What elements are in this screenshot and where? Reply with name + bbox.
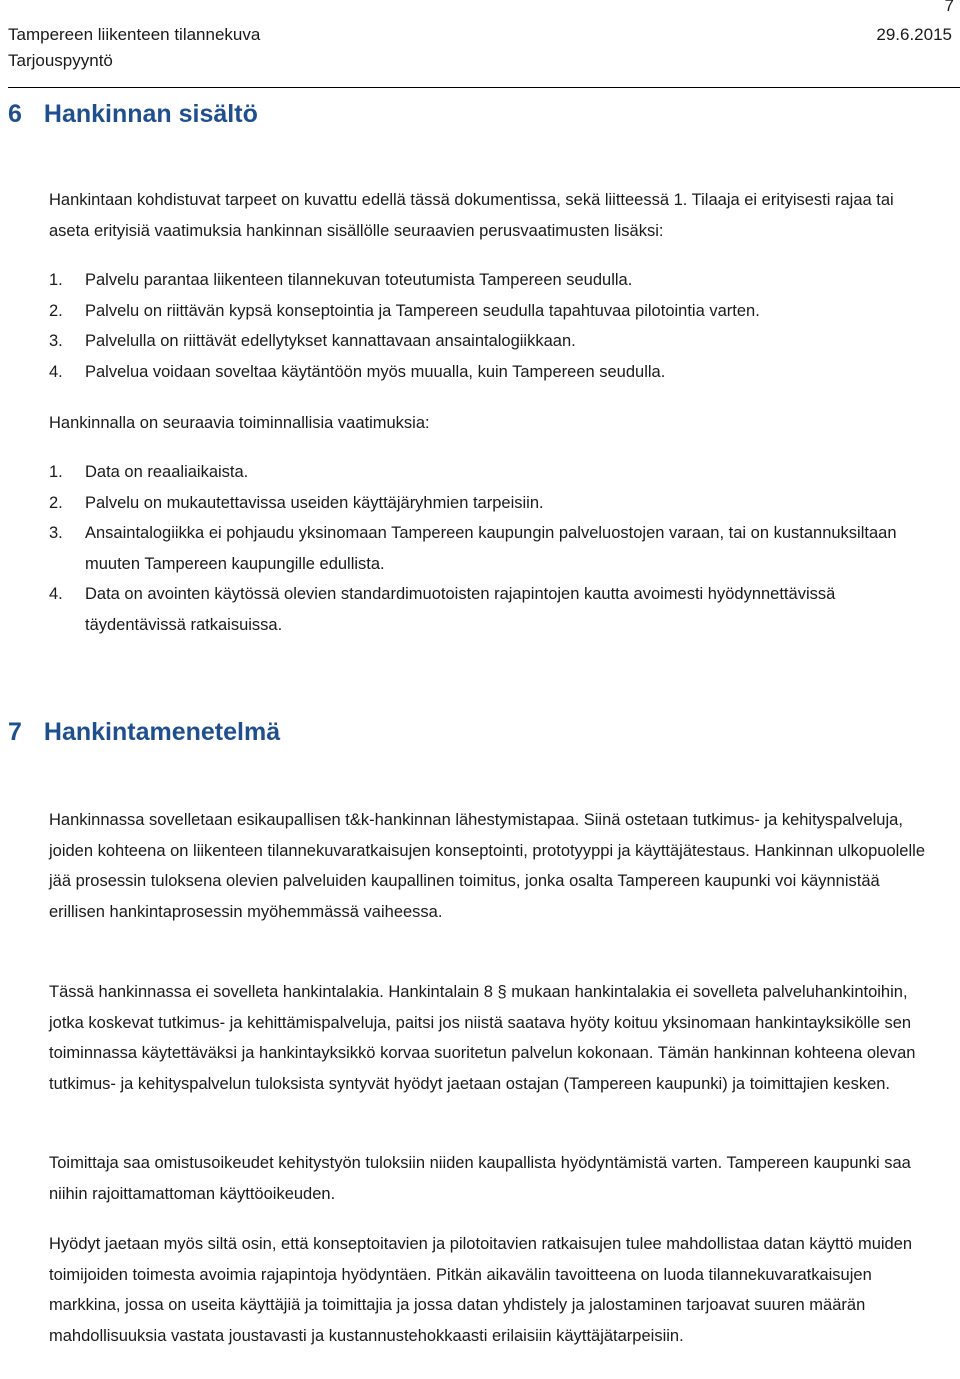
body-paragraph: Hankinnassa sovelletaan esikaupallisen t&k-hankinnan lähestymistapaa. Siinä ostetaan tutkimus- ja kehityspalveluja, joiden kohteena on liikenteen tilannekuvaratkaisujen konseptointi, prototyyppi ja käyttäjätestaus. Hankinnan ulkopuolelle jää prosessin tuloksena olevien palveluiden kaupallinen toimitus, jonka osalta Tampereen kaupunki voi käynnistää erillisen hankintaprosessin myöhemmässä vaiheessa. [49,811,925,921]
list-text: Palvelulla on riittävät edellytykset kannattavaan ansaintalogiikkaan. [85,332,576,350]
functional-requirements-list [49,457,938,640]
list-item [49,357,938,388]
section-number: 6 [8,100,22,128]
body-paragraph: Hyödyt jaetaan myös siltä osin, että konseptoitavien ja pilotoitavien ratkaisujen tulee mahdollistaa datan käyttö muiden toimijoiden toimesta avoimia rajapintoja hyödyntäen. Pitkän aikavälin tavoitteena on luoda tilannekuvaratkaisujen markkina, jossa on useita käyttäjiä ja toimittajia ja jossa datan yhdistely ja jalostaminen tarjoavat suuren määrän mahdollisuuksia vastata joustavasti ja kustannustehokkaasti erilaisiin käyttäjätarpeisiin. [49,1235,913,1345]
list-item [49,579,938,640]
section-7-paragraph-4 [49,1229,938,1351]
list-number: 3. [49,332,63,350]
header-title: Tampereen liikenteen tilannekuva [8,25,261,44]
section-7-paragraph-2 [49,977,938,1099]
list-text: Data on reaaliaikaista. [85,463,249,481]
section-7-paragraph-3 [49,1148,938,1209]
list-text: Data on avointen käytössä olevien standardimuotoisten rajapintojen kautta avoimesti hyödynnettävissä täydentävissä ratkaisuissa. [85,585,836,634]
list-item [49,518,938,579]
header-date: 29.6.2015 [876,25,952,44]
list-text: Ansaintalogiikka ei pohjaudu yksinomaan Tampereen kaupungin palveluostojen varaan, tai on kustannuksiltaan muuten Tampereen kaupungille edullista. [85,524,897,573]
list-number: 1. [49,463,63,481]
list-text: Palvelua voidaan soveltaa käytäntöön myös muualla, kuin Tampereen seudulla. [85,362,666,381]
list-item [49,296,938,327]
list-text: Palvelu on riittävän kypsä konseptointia ja Tampereen seudulla tapahtuvaa pilotointia varten. [85,301,760,320]
list-number: 2. [49,493,63,512]
list-text: Palvelu on mukautettavissa useiden käyttäjäryhmien tarpeisiin. [85,493,544,512]
functional-requirements-intro: Hankinnalla on seuraavia toiminnallisia vaatimuksia: [49,414,430,432]
header-divider [8,87,960,88]
document-header [8,22,952,74]
list-item [49,326,938,357]
list-item [49,488,938,519]
section-6-heading [8,100,258,129]
list-number: 4. [49,362,63,381]
header-subtitle: Tarjouspyyntö [8,51,113,70]
list-item [49,457,938,488]
basic-requirements-block [49,265,938,387]
section-7-paragraph-1 [49,805,938,927]
list-number: 4. [49,585,63,603]
page-number: 7 [944,0,954,15]
section-number: 7 [8,718,22,746]
section-7-heading [8,718,280,747]
section-6-intro-block [49,185,938,246]
basic-requirements-list [49,265,938,387]
functional-requirements-block [49,457,938,640]
functional-intro-block [49,408,938,439]
section-6-intro: Hankintaan kohdistuvat tarpeet on kuvattu edellä tässä dokumentissa, sekä liitteessä 1. Tilaaja ei erityisesti rajaa tai aseta erityisiä vaatimuksia hankinnan sisällölle seuraavien perusvaatimusten lisäksi: [49,191,894,240]
list-number: 3. [49,524,63,542]
section-title: Hankinnan sisältö [43,100,258,128]
list-text: Palvelu parantaa liikenteen tilannekuvan toteutumista Tampereen seudulla. [85,271,633,289]
body-paragraph: Toimittaja saa omistusoikeudet kehitystyön tuloksiin niiden kaupallista hyödyntämistä varten. Tampereen kaupunki saa niihin rajoittamattoman käyttöoikeuden. [49,1154,911,1203]
list-number: 1. [49,271,63,289]
body-paragraph: Tässä hankinnassa ei sovelleta hankintalakia. Hankintalain 8 § mukaan hankintalakia ei sovelleta palveluhankintoihin, jotka koskevat tutkimus- ja kehittämispalveluja, paitsi jos niistä saatava hyöty koituu yksinomaan hankintayksikölle sen toiminnassa käytettäväksi ja hankintayksikkö korvaa suoritetun palvelun kokonaan. Tämän hankinnan kohteena olevan tutkimus- ja kehityspalvelun tuloksista syntyvät hyödyt jaetaan ostajan (Tampereen kaupunki) ja toimittajien kesken. [49,983,916,1093]
list-number: 2. [49,301,63,320]
section-title: Hankintamenetelmä [43,718,281,746]
list-item [49,265,938,296]
